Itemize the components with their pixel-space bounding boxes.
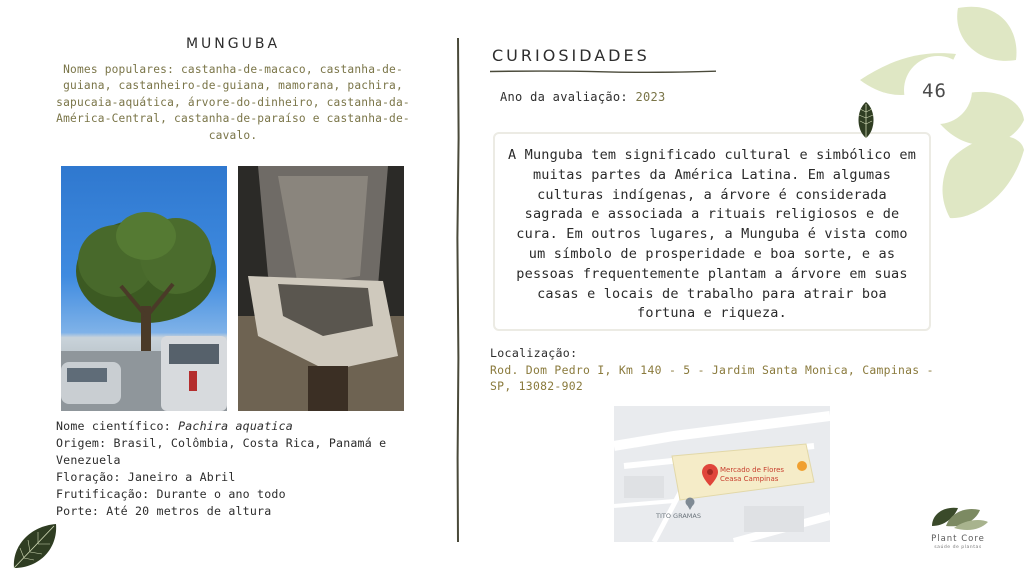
popular-names: Nomes populares: castanha-de-macaco, castanha-de-guiana, castanheiro-de-guiana, mamorana, pachira, sapucaia-aquática, árvore-do-dinheiro, castanha-da-América-Central, castanha-de-paraíso e castanha-de-cavalo. xyxy=(56,63,410,142)
brand-name: Plant Core xyxy=(931,534,985,544)
map-place-line1: Mercado de Flores xyxy=(720,466,785,474)
curiosities-text: A Munguba tem significado cultural e simbólico em muitas partes da América Latina. Em algumas culturas indígenas, a árvore é considerada sagrada e associada a rituais religiosos e de cura. Em outros lugares, a Munguba é vista como um símbolo de prosperidade e boa sorte, e as pessoas frequentemente plantam a árvore em suas casas e locais de trabalho para atrair boa fortuna e riqueza. xyxy=(507,147,917,322)
flowering-line: Floração: Janeiro a Abril xyxy=(56,470,236,484)
trunk-photo-graphic xyxy=(238,166,404,411)
map-secondary-label: TITO GRAMAS xyxy=(656,512,701,520)
trunk-photo xyxy=(238,166,404,411)
leaf-icon xyxy=(854,100,878,140)
year-value: 2023 xyxy=(635,90,666,104)
size-line: Porte: Até 20 metros de altura xyxy=(56,504,272,518)
title-underline xyxy=(490,70,716,73)
curiosities-title: CURIOSIDADES xyxy=(492,46,650,65)
tree-photo xyxy=(61,166,227,411)
decorative-leaves xyxy=(860,0,1024,230)
plant-header xyxy=(40,36,426,144)
plant-title: MUNGUBA xyxy=(185,36,281,52)
map-pin-icon[interactable] xyxy=(702,464,718,486)
scientific-name: Pachira aquatica xyxy=(178,419,293,433)
scientific-name-line xyxy=(56,418,416,435)
tree-photo-graphic xyxy=(61,166,227,411)
origin-line: Origem: Brasil, Colômbia, Costa Rica, Panamá e Venezuela xyxy=(56,436,387,467)
location-label: Localização: xyxy=(490,346,578,360)
location-map[interactable] xyxy=(614,406,830,542)
year-label: Ano da avaliação: xyxy=(500,90,636,104)
map-place-line2: Ceasa Campinas xyxy=(720,474,779,483)
brand-tagline: saúde de plantas xyxy=(934,545,982,550)
plant-details xyxy=(56,418,416,520)
corner-leaf-icon xyxy=(10,522,60,570)
vertical-divider xyxy=(456,38,460,542)
scientific-label: Nome científico: xyxy=(56,419,179,433)
location-address: Rod. Dom Pedro I, Km 140 - 5 - Jardim Santa Monica, Campinas - SP, 13082-902 xyxy=(490,363,934,393)
evaluation-year xyxy=(500,90,666,104)
fruiting-line: Frutificação: Durante o ano todo xyxy=(56,487,286,501)
page-number: 46 xyxy=(922,80,947,102)
map-place-label xyxy=(720,466,784,483)
